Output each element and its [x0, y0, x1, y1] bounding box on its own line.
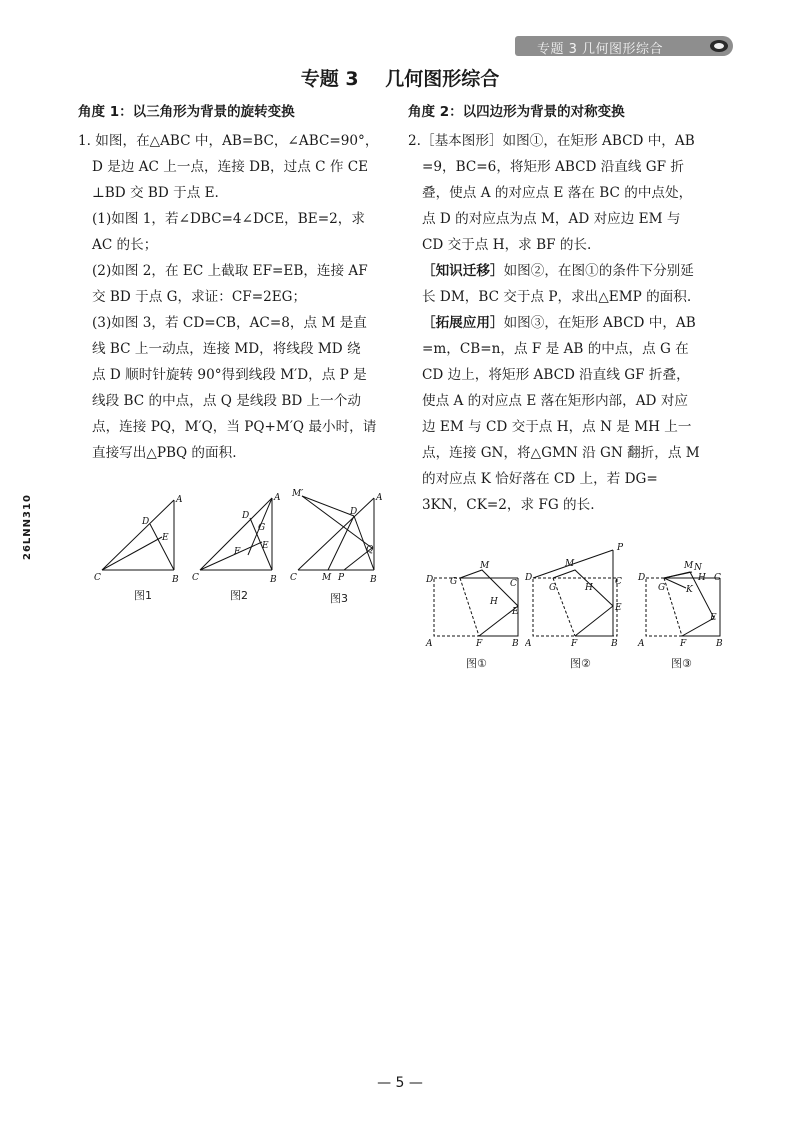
svg-text:B: B: [716, 639, 723, 649]
svg-text:A: A: [638, 639, 645, 649]
svg-text:D: D: [525, 573, 533, 583]
problem-2-line: 叠，使点 A 的对应点 E 落在 BC 的中点处，: [422, 185, 693, 201]
question-3-line: 点 D 顺时针旋转 90°得到线段 M′D，点 P 是: [92, 367, 367, 383]
svg-text:E: E: [262, 541, 269, 551]
svg-text:B: B: [270, 575, 277, 585]
svg-text:C: C: [192, 573, 199, 583]
chapter-tab: [515, 36, 733, 56]
svg-text:A: A: [525, 639, 532, 649]
svg-text:E: E: [162, 533, 169, 543]
question-2-line: (2)如图 2，在 EC 上截取 EF=EB，连接 AF: [92, 263, 368, 279]
problem-2-line: =9，BC=6，将矩形 ABCD 沿直线 GF 折: [422, 159, 684, 175]
svg-text:K: K: [686, 585, 693, 595]
svg-text:H: H: [585, 583, 593, 593]
svg-text:F: F: [571, 639, 578, 649]
problem-1-line: 1. 如图，在△ABC 中，AB=BC，∠ABC=90°，: [78, 133, 379, 149]
problem-2-line: 点 D 的对应点为点 M，AD 对应边 EM 与: [422, 211, 681, 227]
extension-line: =m，CB=n，点 F 是 AB 的中点，点 G 在: [422, 341, 689, 357]
question-1-line: (1)如图 1，若∠DBC=4∠DCE，BE=2，求: [92, 211, 365, 227]
svg-text:F: F: [680, 639, 687, 649]
figure-3-label: 图3: [330, 592, 348, 605]
knowledge-transfer-heading: ［知识迁移］: [422, 263, 504, 279]
extension-line: 3KN，CK=2，求 FG 的长.: [422, 497, 595, 513]
svg-text:M: M: [322, 573, 332, 583]
extension-line: 的对应点 K 恰好落在 CD 上，若 DG=: [422, 471, 658, 487]
problem-2-line: CD 交于点 H，求 BF 的长.: [422, 237, 592, 253]
page-number: — 5 —: [377, 1075, 423, 1091]
figure-1: [92, 490, 192, 589]
svg-text:N: N: [694, 563, 702, 573]
figure-circle-1-label: 图①: [466, 657, 487, 670]
figure-3-diagram: [288, 486, 388, 586]
knowledge-transfer-line: ［知识迁移］如图②，在图①的条件下分别延: [422, 263, 694, 279]
svg-text:A: A: [376, 493, 383, 503]
svg-text:D: D: [426, 575, 434, 585]
svg-text:D: D: [638, 573, 646, 583]
extension-line: ［拓展应用］如图③，在矩形 ABCD 中，AB: [422, 315, 696, 331]
page-title: [0, 64, 800, 91]
svg-text:G: G: [658, 583, 666, 593]
svg-text:D: D: [142, 517, 150, 527]
question-3-line: (3)如图 3，若 CD=CB，AC=8，点 M 是直: [92, 315, 367, 331]
knowledge-transfer-line: 长 DM，BC 交于点 P，求出△EMP 的面积.: [422, 289, 692, 305]
problem-2-line: 2.［基本图形］如图①，在矩形 ABCD 中，AB: [408, 133, 695, 149]
svg-text:C: C: [615, 577, 622, 587]
chapter-tab-text: 专题 3 几何图形综合: [537, 42, 664, 57]
svg-text:G: G: [258, 523, 266, 533]
extension-line: CD 边上，将矩形 ABCD 沿直线 GF 折叠，: [422, 367, 690, 383]
title-name: 几何图形综合: [385, 68, 500, 90]
svg-text:A: A: [176, 495, 183, 505]
svg-text:F: F: [476, 639, 483, 649]
question-2-line: 交 BD 于点 G，求证：CF=2EG；: [92, 289, 307, 305]
extension-heading: ［拓展应用］: [422, 315, 504, 331]
figure-2: [192, 490, 287, 589]
extension-line: 点，连接 GN，将△GMN 沿 GN 翻折，点 M: [422, 445, 700, 461]
svg-text:M′: M′: [292, 489, 304, 499]
svg-text:C: C: [714, 573, 721, 583]
svg-text:P: P: [617, 543, 624, 553]
question-3-line: 直接写出△PBQ 的面积.: [92, 445, 237, 461]
figure-circle-3: [636, 558, 731, 657]
right-column: [408, 100, 743, 518]
title-topic: 专题 3: [300, 68, 359, 90]
svg-text:B: B: [172, 575, 179, 585]
svg-text:B: B: [370, 575, 377, 585]
question-3-line: 线 BC 上一动点，连接 MD，将线段 MD 绕: [92, 341, 361, 357]
svg-text:B: B: [611, 639, 618, 649]
figure-1-label: 图1: [134, 589, 152, 602]
svg-text:M: M: [480, 561, 490, 571]
svg-text:A: A: [274, 493, 281, 503]
question-3-line: 线段 BC 的中点，点 Q 是线段 BD 上一个动: [92, 393, 361, 409]
section-heading-2: 角度 2：以四边形为背景的对称变换: [408, 104, 625, 120]
figure-2-label: 图2: [230, 589, 248, 602]
svg-text:M: M: [684, 561, 694, 571]
side-code: 26LNN310: [22, 494, 33, 560]
figure-circle-2: [525, 540, 630, 656]
extension-line: 边 EM 与 CD 交于点 H，点 N 是 MH 上一: [422, 419, 692, 435]
svg-text:M: M: [565, 559, 575, 569]
svg-text:G: G: [549, 583, 557, 593]
figure-2-diagram: [192, 490, 287, 585]
figure-circle-1: [424, 558, 524, 657]
figure-circle-2-label: 图②: [570, 657, 591, 670]
svg-text:C: C: [94, 573, 101, 583]
figure-1-diagram: [92, 490, 192, 585]
question-3-line: 点，连接 PQ，M′Q，当 PQ+M′Q 最小时，请: [92, 419, 377, 435]
book-icon: [709, 38, 729, 54]
section-heading-1: 角度 1：以三角形为背景的旋转变换: [78, 104, 295, 120]
figure-circle-3-diagram: [636, 558, 731, 653]
svg-text:P: P: [338, 573, 345, 583]
svg-text:F: F: [234, 547, 241, 557]
problem-1-line: D 是边 AC 上一点，连接 DB，过点 C 作 CE: [92, 159, 369, 175]
svg-text:C: C: [290, 573, 297, 583]
figure-circle-2-diagram: [525, 540, 630, 652]
svg-text:C: C: [510, 579, 517, 589]
svg-text:E: E: [710, 613, 717, 623]
svg-text:Q: Q: [366, 545, 374, 555]
svg-text:D: D: [350, 507, 358, 517]
problem-1-line: ⊥BD 交 BD 于点 E.: [92, 185, 219, 201]
svg-text:A: A: [426, 639, 433, 649]
svg-text:E: E: [615, 603, 622, 613]
svg-text:H: H: [490, 597, 498, 607]
svg-text:E: E: [512, 607, 519, 617]
svg-text:D: D: [242, 511, 250, 521]
svg-text:H: H: [698, 573, 706, 583]
extension-line: 使点 A 的对应点 E 落在矩形内部，AD 对应: [422, 393, 688, 409]
left-column: [78, 100, 408, 466]
svg-text:B: B: [512, 639, 519, 649]
figure-circle-3-label: 图③: [671, 657, 692, 670]
figure-3: [288, 486, 388, 590]
question-1-line: AC 的长；: [92, 237, 158, 253]
svg-text:G: G: [450, 577, 458, 587]
figure-circle-1-diagram: [424, 558, 524, 653]
